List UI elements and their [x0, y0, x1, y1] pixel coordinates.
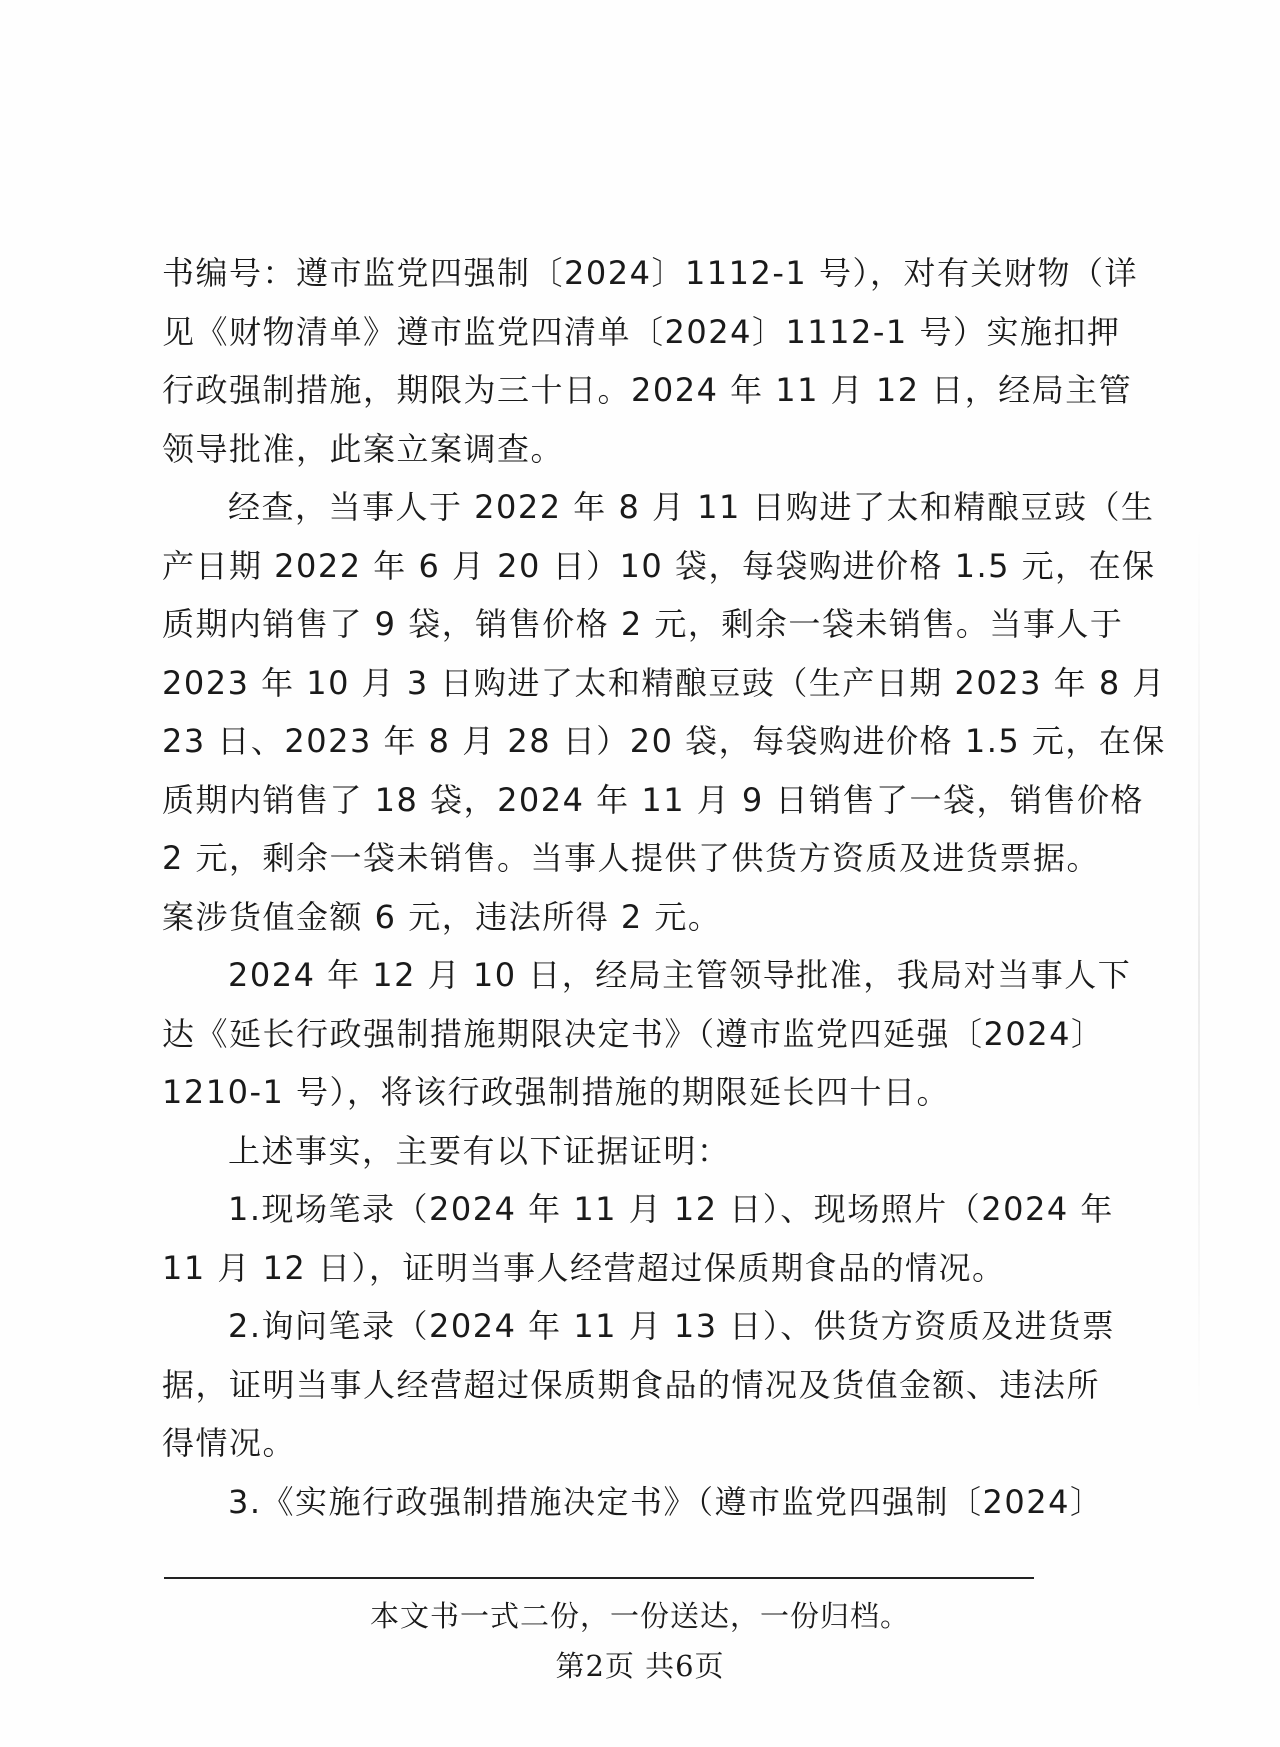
- text-line: 2.询问笔录（2024 年 11 月 13 日）、供货方资质及进货票: [228, 1307, 1116, 1345]
- text-line: 1210-1 号），将该行政强制措施的期限延长四十日。: [162, 1073, 951, 1111]
- text-line: 质期内销售了 18 袋，2024 年 11 月 9 日销售了一袋，销售价格: [162, 780, 1144, 819]
- text-line: 上述事实，主要有以下证据证明：: [228, 1131, 731, 1170]
- text-line: 2023 年 10 月 3 日购进了太和精酿豆豉（生产日期 2023 年 8 月: [162, 663, 1166, 702]
- text-line: 质期内销售了 9 袋，销售价格 2 元，剩余一袋未销售。当事人于: [162, 605, 1124, 643]
- text-line: 11 月 12 日），证明当事人经营超过保质期食品的情况。: [162, 1248, 1006, 1287]
- text-line: 书编号：遵市监党四强制〔2024〕1112-1 号），对有关财物（详: [162, 254, 1138, 292]
- footer-divider: [164, 1577, 1034, 1579]
- text-line: 案涉货值金额 6 元，违法所得 2 元。: [162, 897, 722, 936]
- text-line: 23 日、2023 年 8 月 28 日）20 袋，每袋购进价格 1.5 元，在保: [162, 722, 1166, 760]
- text-line: 得情况。: [162, 1424, 297, 1462]
- page-edge-shadow: [1198, 520, 1200, 1420]
- text-line: 2024 年 12 月 10 日，经局主管领导批准，我局对当事人下: [228, 956, 1132, 994]
- text-line: 3.《实施行政强制措施决定书》（遵市监党四强制〔2024〕: [228, 1482, 1104, 1521]
- text-line: 行政强制措施，期限为三十日。2024 年 11 月 12 日，经局主管: [162, 371, 1133, 409]
- text-line: 据，证明当事人经营超过保质期食品的情况及货值金额、违法所: [162, 1365, 1101, 1404]
- footer-note: 本文书一式二份，一份送达，一份归档。: [369, 1599, 910, 1633]
- text-line: 见《财物清单》遵市监党四清单〔2024〕1112-1 号）实施扣押: [162, 312, 1121, 351]
- text-line: 1.现场笔录（2024 年 11 月 12 日）、现场照片（2024 年: [228, 1190, 1114, 1228]
- text-line: 产日期 2022 年 6 月 20 日）10 袋，每袋购进价格 1.5 元，在保: [162, 546, 1156, 585]
- text-line: 2 元，剩余一袋未销售。当事人提供了供货方资质及进货票据。: [162, 839, 1101, 877]
- document-body: [162, 244, 1166, 1531]
- text-line: 达《延长行政强制措施期限决定书》（遵市监党四延强〔2024〕: [162, 1014, 1105, 1053]
- page-number: 第2页 共6页: [555, 1649, 725, 1683]
- text-line: 领导批准，此案立案调查。: [162, 429, 565, 468]
- text-line: 经查，当事人于 2022 年 8 月 11 日购进了太和精酿豆豉（生: [228, 488, 1155, 526]
